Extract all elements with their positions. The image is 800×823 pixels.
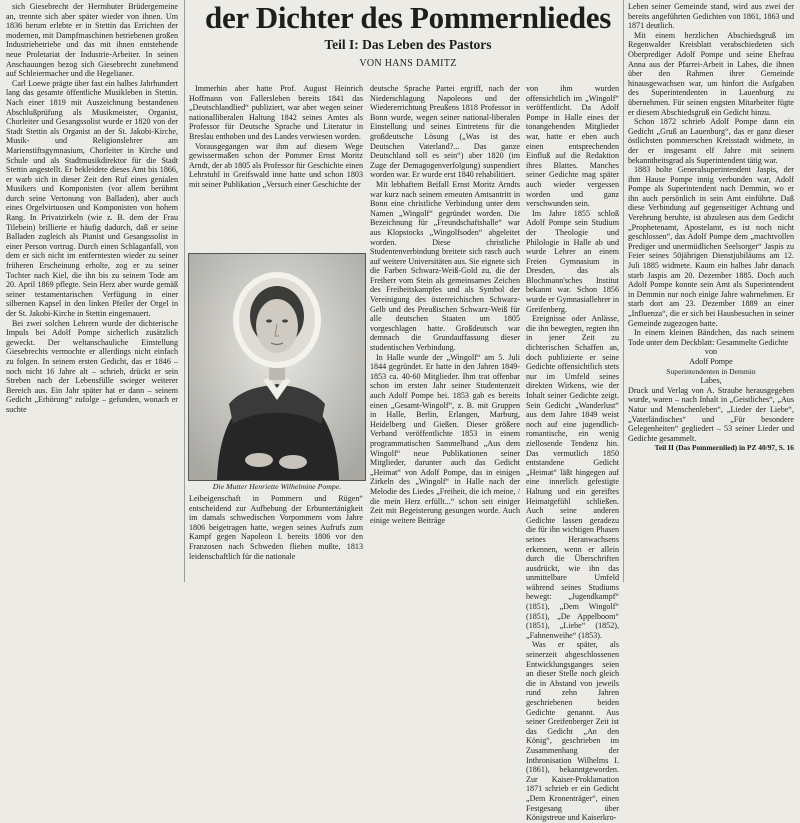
paragraph: sich Giesebrecht der Herrnhuter Brüdergemeine an, trennte sich aber später wieder von ihnen. Um 1836 herum erlebte er in Stettin das Errichten der modernen, mit Dampfmaschinen betriebenen großen Industriebetriebe und das mit ihnen entstehende neue Proletariat der Industrie-Arbeiter. In seinen Anschauungen bezog sich Giesebrecht zunehmend auf Schleiermacher und die Hegelianer. [6, 2, 178, 79]
paragraph: Schon 1872 schrieb Adolf Pompe dann ein Gedicht „Gruß an Lauenburg“, das er ganz dieser östlichsten pommerschen Kreisstadt widmete, in der er insgesamt elf Jahre mit seinem bekanntheitsgrad als Superintendent tätig war. [628, 117, 794, 165]
paragraph: In Halle wurde der „Wingolf“ am 5. Juli 1844 gegründet. Er hatte in den Jahren 1849-1853 ca. 40-60 Mitglieder. Ihm trat offenbar schon im ersten Jahr seiner Studentenzeit auch Adolf Pompe bei. 1853 gab es bereits einen „Gesamt-Wingolf“, z. B. mit Gruppen in Halle, Berlin, Erlangen, Marburg, Heidelberg und Gießen. Dieser größere Verband veröffentlichte 1853 in einem programmatischen Sammelband „Aus dem Wingolf“ neue Publikationen seiner Mitglieder, darunter auch das Gedicht „Heimat“ von Adolf Pompe, das in einigen Zirkeln des „Wingolf“ in Halle nach der Melodie des Liedes „Freiheit, die ich meine, / die mein Herz erfüllt...“ schon seit einiger Zeit mit Begeisterung gesungen wurde. Auch einige weitere Beiträge [370, 352, 520, 525]
paragraph: 1883 holte Generalsuperintendent Jaspis, der ihm Hause Pompe innig verbunden war, Adolf Pompe als Superintendent nach Demmin, wo er ihn auch persönlich in sein Amt einführte. Daß diese Verbindung auf gegenseitiger Achtung und Verehrung beruhte, ist abzulesen aus dem Gedicht „Prophetenamt, Apostelamt, es ist noch nicht geschlossen“, das Adolf Pompe dem „machtvollen Prediger und unermüdlichen Seelsorger“ Jaspis zu Feier seines 50jährigen Dienstjubiläums am 12. Juli 1885 widmete. Kaum ein halbes Jahr danach starb Jaspis am 20. Dezember 1885. Doch auch Adolf Pompe konnte sein Amt als Superintendent in Demmin nur noch einige Jahre wahrnehmen. Er starb dort am 23. Dezember 1889 an einer „Influenza“, die er sich bei Hausbesuchen in seiner Gemeinde zugezogen hatte. [628, 165, 794, 328]
paragraph: Vorausgegangen war ihm auf diesem Wege gewissermaßen schon der Pommer Ernst Moritz Arndt, der ab 1805 als Professor für Geschichte einen Lehrstuhl in Greifswald inne hatte und schon 1803 mit seiner Publikation „Versuch einer Geschichte der [189, 141, 363, 189]
paragraph: Mit einem herzlichen Abschiedsgruß im Regenwalder Kreisblatt verabschiedeten sich Oberprediger Adolf Pompe und seine Ehefrau Anna aus der Pfarrei-Arbeit in Labes, die ihnen über den Rahmen ihrer Gemeinde hinausgewachsen war, um hinfort die Aufgaben des Superintendenten in Lauenburg zu übernehmen. Für seinen engsten Mitarbeiter fügte er diesem Abschiedsgruß ein Gedicht hinzu. [628, 30, 794, 117]
column-1 [6, 2, 178, 580]
paragraph: Ereignisse oder Anlässe, die ihn bewegten, regten ihn in jener Zeit zu dichterischen Schaffen an, doch publizierte er seine Gedichte offensichtlich stets nur im Umfeld seines direkten Wirkens, wie der Inhalt seiner Gedichte zeigt. Sein Gedicht „Wanderlust“ aus dem Jahre 1849 weist noch auf eine jugendlich-romantische, ein wenig ziellosende Tendenz hin. Das vermutlich 1850 entstandene Gedicht „Heimat“ läßt hingegen auf eine innerlich gefestigte Haltung und ein gereiftes Heimatgefühl schließen. Auch seine anderen Gedichte lassen geradezu die für ihn wichtigen Phasen seines Heranwachsens erkennen, wenn er allein durch die Überschriften ausdrückt, wie ihn das unmittelbare Umfeld während seines Studiums bewegt: „Jugendkampf“ (1851), „Dem Wingolf“ (1851), „De Appelboom“ (1851), „Liebe“ (1852), „Fahnenweihe“ (1853). [526, 314, 619, 640]
column-3 [370, 84, 520, 580]
column-2-lower [189, 494, 363, 580]
photo-caption: Die Mutter Henriette Wilhelmine Pompe. [212, 482, 342, 491]
column-rule [184, 0, 185, 582]
book-title-author: Adolf Pompe [689, 356, 733, 366]
headline: der Dichter des Pommernliedes [205, 0, 611, 35]
portrait-illustration [189, 254, 365, 480]
author-byline: VON HANS DAMITZ [359, 58, 457, 69]
column-rule [623, 0, 624, 582]
continuation-reference: Teil II (Das Pommernlied) in PZ 40/97, S. 16 [654, 443, 794, 453]
paragraph: Leben seiner Gemeinde stand, wird aus zwei der bereits angeführten Gedichten von 1861, 1863 und 1871 deutlich. [628, 2, 794, 31]
paragraph: Mit lebhaftem Beifall Ernst Moritz Arndts war kurz nach seinem erneuten Amtsantritt in Bonn eine christliche Verbindung unter dem Namen „Wingolf“ gegründet worden. Die Bezeichnung für „Freundschaftshalle“ war aus Klopstocks „Wingolfsoden“ abgeleitet worden. Diese christliche Studentenverbindung breitete sich rasch auch auf weitere Universitäten aus. Sie eignete sich die Farben Schwarz-Weiß-Gold zu, die der Freiherr vom Stein als gemeinsames Zeichen des Freiheitskampfes und als Symbol der Vereinigung des österreichischen Schwarz-Gelb und des Preußischen Schwarz-Weiß für alle deutschen Staaten um 1805 vorgeschlagen hatte. Großdeutsch war demnach die Grundauffassung dieser studentischen Verbindung. [370, 179, 520, 353]
book-title-role: Superintendenten in Demmin [666, 366, 756, 376]
paragraph: In einem kleinen Bändchen, das nach seinem Tode unter dem Deckblatt: Gesammelte Gedichte [628, 328, 794, 347]
portrait-photo [188, 253, 366, 481]
paragraph: von ihm wurden offensichtlich im „Wingolf“ veröffentlicht. Da Adolf Pompe in Halle eines der tonangebenden Mitglieder war, hatte er eben auch einen entsprechenden Einfluß auf die Redaktion ihres Blattes. Manches seiner Gedichte mag später auch wieder vergessen worden und ganz verschwunden sein. [526, 84, 619, 209]
paragraph: Im Jahre 1855 schloß Adolf Pompe sein Studium der Theologie und Philologie in Halle ab und wurde Lehrer an einem Freien Gymnasium in Dresden, das als Blochmann'sches Institut bekannt war. Schon 1856 wurde er Gymnasiallehrer in Greifenberg. [526, 208, 619, 314]
column-2-upper [189, 84, 363, 248]
paragraph: Was er später, als seinerzeit abgeschlossenen Entwicklungsganges seien an dieser Stelle noch gleich die in Abstand von jeweils rund zehn Jahren geschriebenen beiden Gedichte genannt. Aus seiner Greifenberger Zeit ist das Gedicht „An den König“, geschrieben im Zusammenhang der Inthronisation Wilhelms I. (1861), bekanntgeworden. Zur Kaiser-Proklamation 1871 schrieb er ein Gedicht „Dem Kronenträger“, einen Festgesang über Königstreue und Kaiserkro- [526, 640, 619, 823]
paragraph: Immerhin aber hatte Prof. August Heinrich Hoffmann von Fallersleben bereits 1841 das „Deutschlandlied“ publiziert, war aber wegen seiner nationalliberalen Haltung 1842 seines Amtes als Professor für Deutsche Sprache und Literatur in Breslau enthoben und des Landes verwiesen worden. [189, 84, 363, 141]
book-title-von: von [704, 347, 718, 357]
paragraph: Bei zwei solchen Lehrern wurde der dichterische Impuls bei Adolf Pompe sicherlich zusätzlich geweckt. Der weltanschauliche Einstellung Giesebrechts vermochte er allerdings nicht einfach zu folgen. In seinem ersten Gedicht, das er 1846 – noch nicht 16 Jahre alt – schrieb, drückt er sein Streben nach der Lebensfülle swieger weiterer Bereich aus. Ein Jahr später hat er dann – seinem Gedicht „Erhörung“ zufolge – gefunden, wonach er suchte [6, 318, 178, 414]
book-place: Labes, [700, 376, 722, 386]
column-5 [628, 2, 794, 580]
subtitle: Teil I: Das Leben des Pastors [324, 37, 492, 52]
paragraph: Leibeigenschaft in Pommern und Rügen“ entscheidend zur Aufhebung der Erbuntertänigkeit im damals schwedischen Vorpommern vom Jahre 1806 beigetragen hatte, wegen seines Aufrufs zum Kampf gegen Napoleon I. bereits 1806 vor den Franzosen nach Schweden fliehen mußte, 1813 leidenschaftlich für die nationale [189, 494, 363, 561]
paragraph: deutsche Sprache Partei ergriff, nach der Niederschlagung Napoleons und der Wiedererrichtung Preußens 1818 Professor in Bonn wurde, wegen seiner national-liberalen Einstellung und seines Eintretens für die großdeutsche Lösung („Was ist des Deutschen Vaterland?... Das ganze Deutschland soll es sein“) aber 1820 (im Zuge der Demagogenverfolgung) suspendiert worden war. Er wurde erst 1840 rehabilitiert. [370, 84, 520, 180]
paragraph: Carl Loewe prägte über fast ein halbes Jahrhundert lang das gesamte öffentliche Musikleben in Stettin. Nach einer 1819 mit Auszeichnung bestandenen Abschlußprüfung als Musikmeister, Organist, Chorleiter und Gesangssolist wurde er 1820 von der Stadt Stettin als Organist an der St. Jakobi-Kirche, Musik- und Religionslehrer am Marienstiftsgymnasium, Chorleiter in Kirche und Schule und als Stadtmusikdirektor für die Stadt Stettin angestellt. Er bekleidete dieses Amt bis 1866, er warb sich in dieser Zeit den Ruf eines genialen Musikers und Komponisten (vor allem berühmt durch seine Vertonung von Balladen), aber auch eines Orgelvirtuosen und Komponisten von hohem Rang. In Privatzirkeln (wie z. B. dem der Frau Tilebein) brillierte er häufig dadurch, daß er seine Balladen zugleich als Pianist und Gesangssolist in einer Person vortrug. Durch einen Schlaganfall, von dem er sich nicht im entferntesten wieder zu seiner früheren Erscheinung erholte, zog er zu seiner Tochter nach Kiel, die ihn bis zu seinem Tode am 20. April 1869 pflegte. Sein Herz aber wurde gemäß seiner testamentarischen Verfügung in einer silbernen Kapsel in den linken Pfeiler der Orgel in der St. Jakobi-Kirche in Stettin eingemauert. [6, 78, 178, 318]
paragraph: Druck und Verlag von A. Straube herausgegeben wurde, waren – nach Inhalt in „Geistliches“, „Aus Natur und Menschenleben“, „Lieder der Liebe“, „Vaterländisches“ und „Für besondere Gelegenheiten“ gegliedert – 53 seiner Lieder und Gedichte gesammelt. [628, 385, 794, 443]
column-4 [526, 84, 619, 823]
